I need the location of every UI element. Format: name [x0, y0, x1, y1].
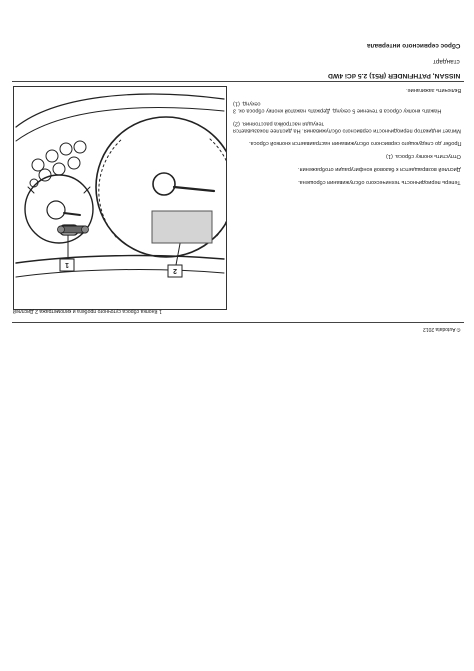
- callout-2: [168, 265, 182, 277]
- step-2: Нажать кнопку сброса в течение 5 секунд. Держать нажатой кнопку сброса ок. 3 секунд. (1): [233, 100, 442, 114]
- step-3: Мигает индикатор периодичности сервисного обслуживания. На дисплее показывается текущая настройка расстояния. (2): [233, 120, 461, 134]
- page-title: Сброс сервисного интервала: [366, 42, 460, 49]
- header-divider: [12, 81, 464, 82]
- step-6: Дисплей возвращается к базовой конфигурации отображения.: [298, 166, 461, 173]
- figure-caption: 1 Кнопка сброса суточного пробега и километража 2 Дисплей: [13, 308, 162, 314]
- step-5: Отпустить кнопку сброса. (1): [386, 153, 461, 160]
- page-subtitle: стандарт: [433, 58, 460, 65]
- footer-divider: [12, 322, 464, 323]
- vehicle-heading: NISSAN, PATHFINDER (R51) 2.5 dCi 4WD: [327, 72, 460, 79]
- copyright-footer: © Autodata 2012: [422, 326, 460, 332]
- callout-1: [60, 259, 74, 271]
- display-area: [152, 211, 212, 243]
- svg-text:1: 1: [65, 261, 69, 269]
- step-4: Пробег до следующего сервисного обслуживания настраивается кнопкой сброса.: [248, 140, 461, 147]
- svg-text:2: 2: [173, 267, 177, 275]
- step-7: Теперь периодичность технического обслуживания сброшена.: [298, 179, 461, 186]
- instrument-cluster-drawing: [14, 87, 226, 309]
- trip-reset-button: [58, 226, 89, 233]
- step-1: Включить зажигание.: [405, 87, 461, 94]
- instrument-cluster-figure: [13, 86, 227, 310]
